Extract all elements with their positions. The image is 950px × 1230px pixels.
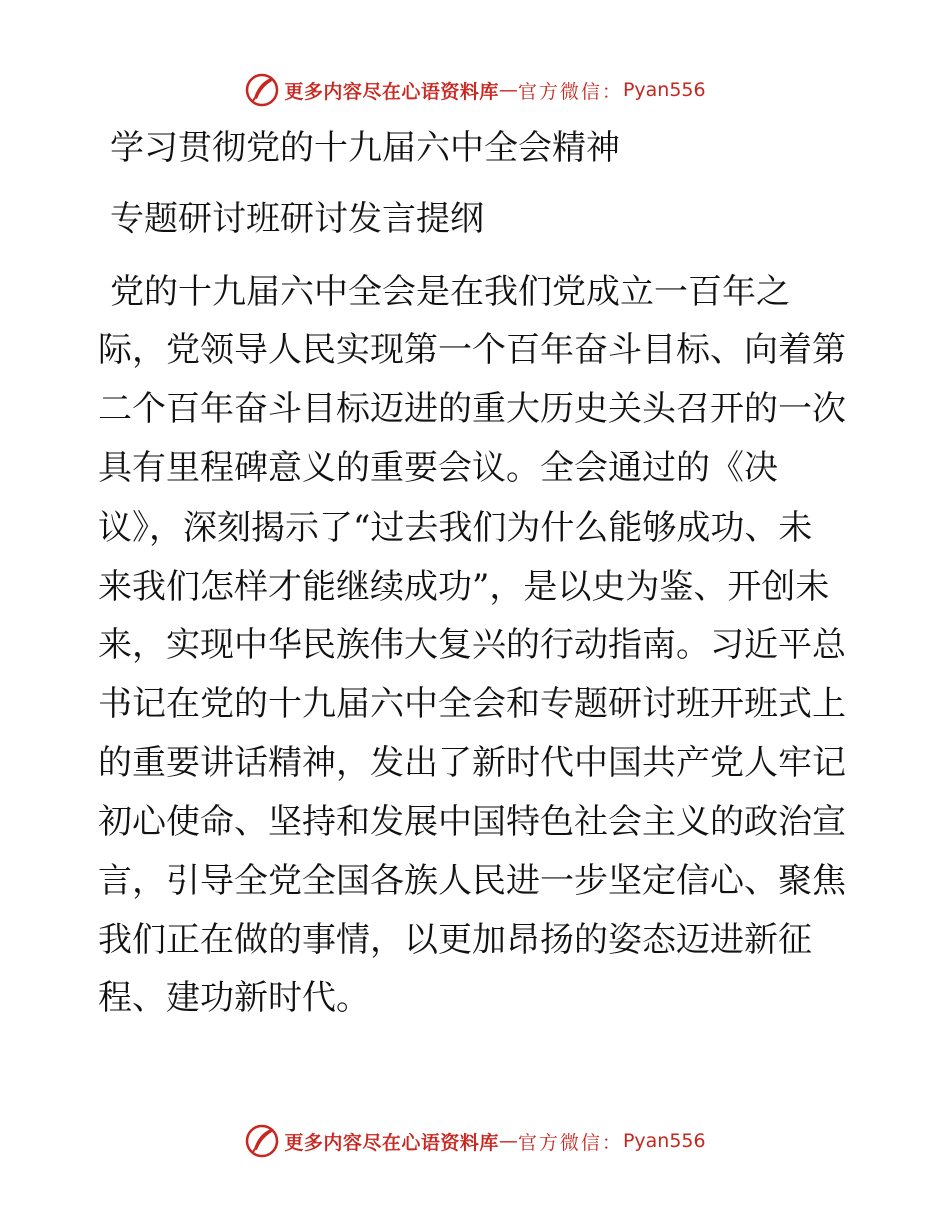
document-title-line-2: 专题研讨班研讨发言提纲 (110, 199, 484, 239)
body-line: 二个百年奋斗目标迈进的重大历史关头召开的一次 (98, 389, 846, 429)
body-line: 程、建功新时代。 (98, 978, 370, 1018)
body-line: 际，党领导人民实现第一个百年奋斗目标、向着第 (98, 330, 846, 370)
body-line: 具有里程碑意义的重要会议。全会通过的《决 (98, 448, 778, 488)
body-line: 言，引导全党全国各族人民进一步坚定信心、聚焦 (98, 861, 846, 901)
watermark-separator: — (498, 1130, 518, 1152)
watermark-handle: Pyan556 (622, 1130, 706, 1152)
body-line: 来我们怎样才能继续成功”，是以史为鉴、开创未 (98, 567, 830, 607)
watermark-separator: — (498, 79, 518, 101)
watermark-main-text: 更多内容尽在心语资料库 (284, 80, 499, 103)
body-line: 党的十九届六中全会是在我们党成立一百年之 (110, 272, 790, 312)
body-line: 议》，深刻揭示了“过去我们为什么能够成功、未 (98, 508, 813, 548)
footer-watermark (0, 1121, 950, 1161)
body-line: 初心使命、坚持和发展中国特色社会主义的政治宣 (98, 802, 846, 842)
body-line: 书记在党的十九届六中全会和专题研讨班开班式上 (98, 684, 846, 724)
watermark-main-text: 更多内容尽在心语资料库 (284, 1131, 499, 1154)
header-watermark (0, 70, 950, 110)
body-line: 来，实现中华民族伟大复兴的行动指南。习近平总 (98, 625, 846, 665)
watermark-side-text: 官方微信： (517, 80, 623, 103)
body-line: 我们正在做的事情，以更加昂扬的姿态迈进新征 (98, 920, 812, 960)
quill-feather-circle-icon (244, 1123, 280, 1159)
quill-feather-circle-icon (244, 72, 280, 108)
watermark-side-text: 官方微信： (517, 1131, 623, 1154)
document-title-line-1: 学习贯彻党的十九届六中全会精神 (110, 128, 620, 168)
body-line: 的重要讲话精神，发出了新时代中国共产党人牢记 (98, 743, 846, 783)
watermark-handle: Pyan556 (622, 79, 706, 101)
